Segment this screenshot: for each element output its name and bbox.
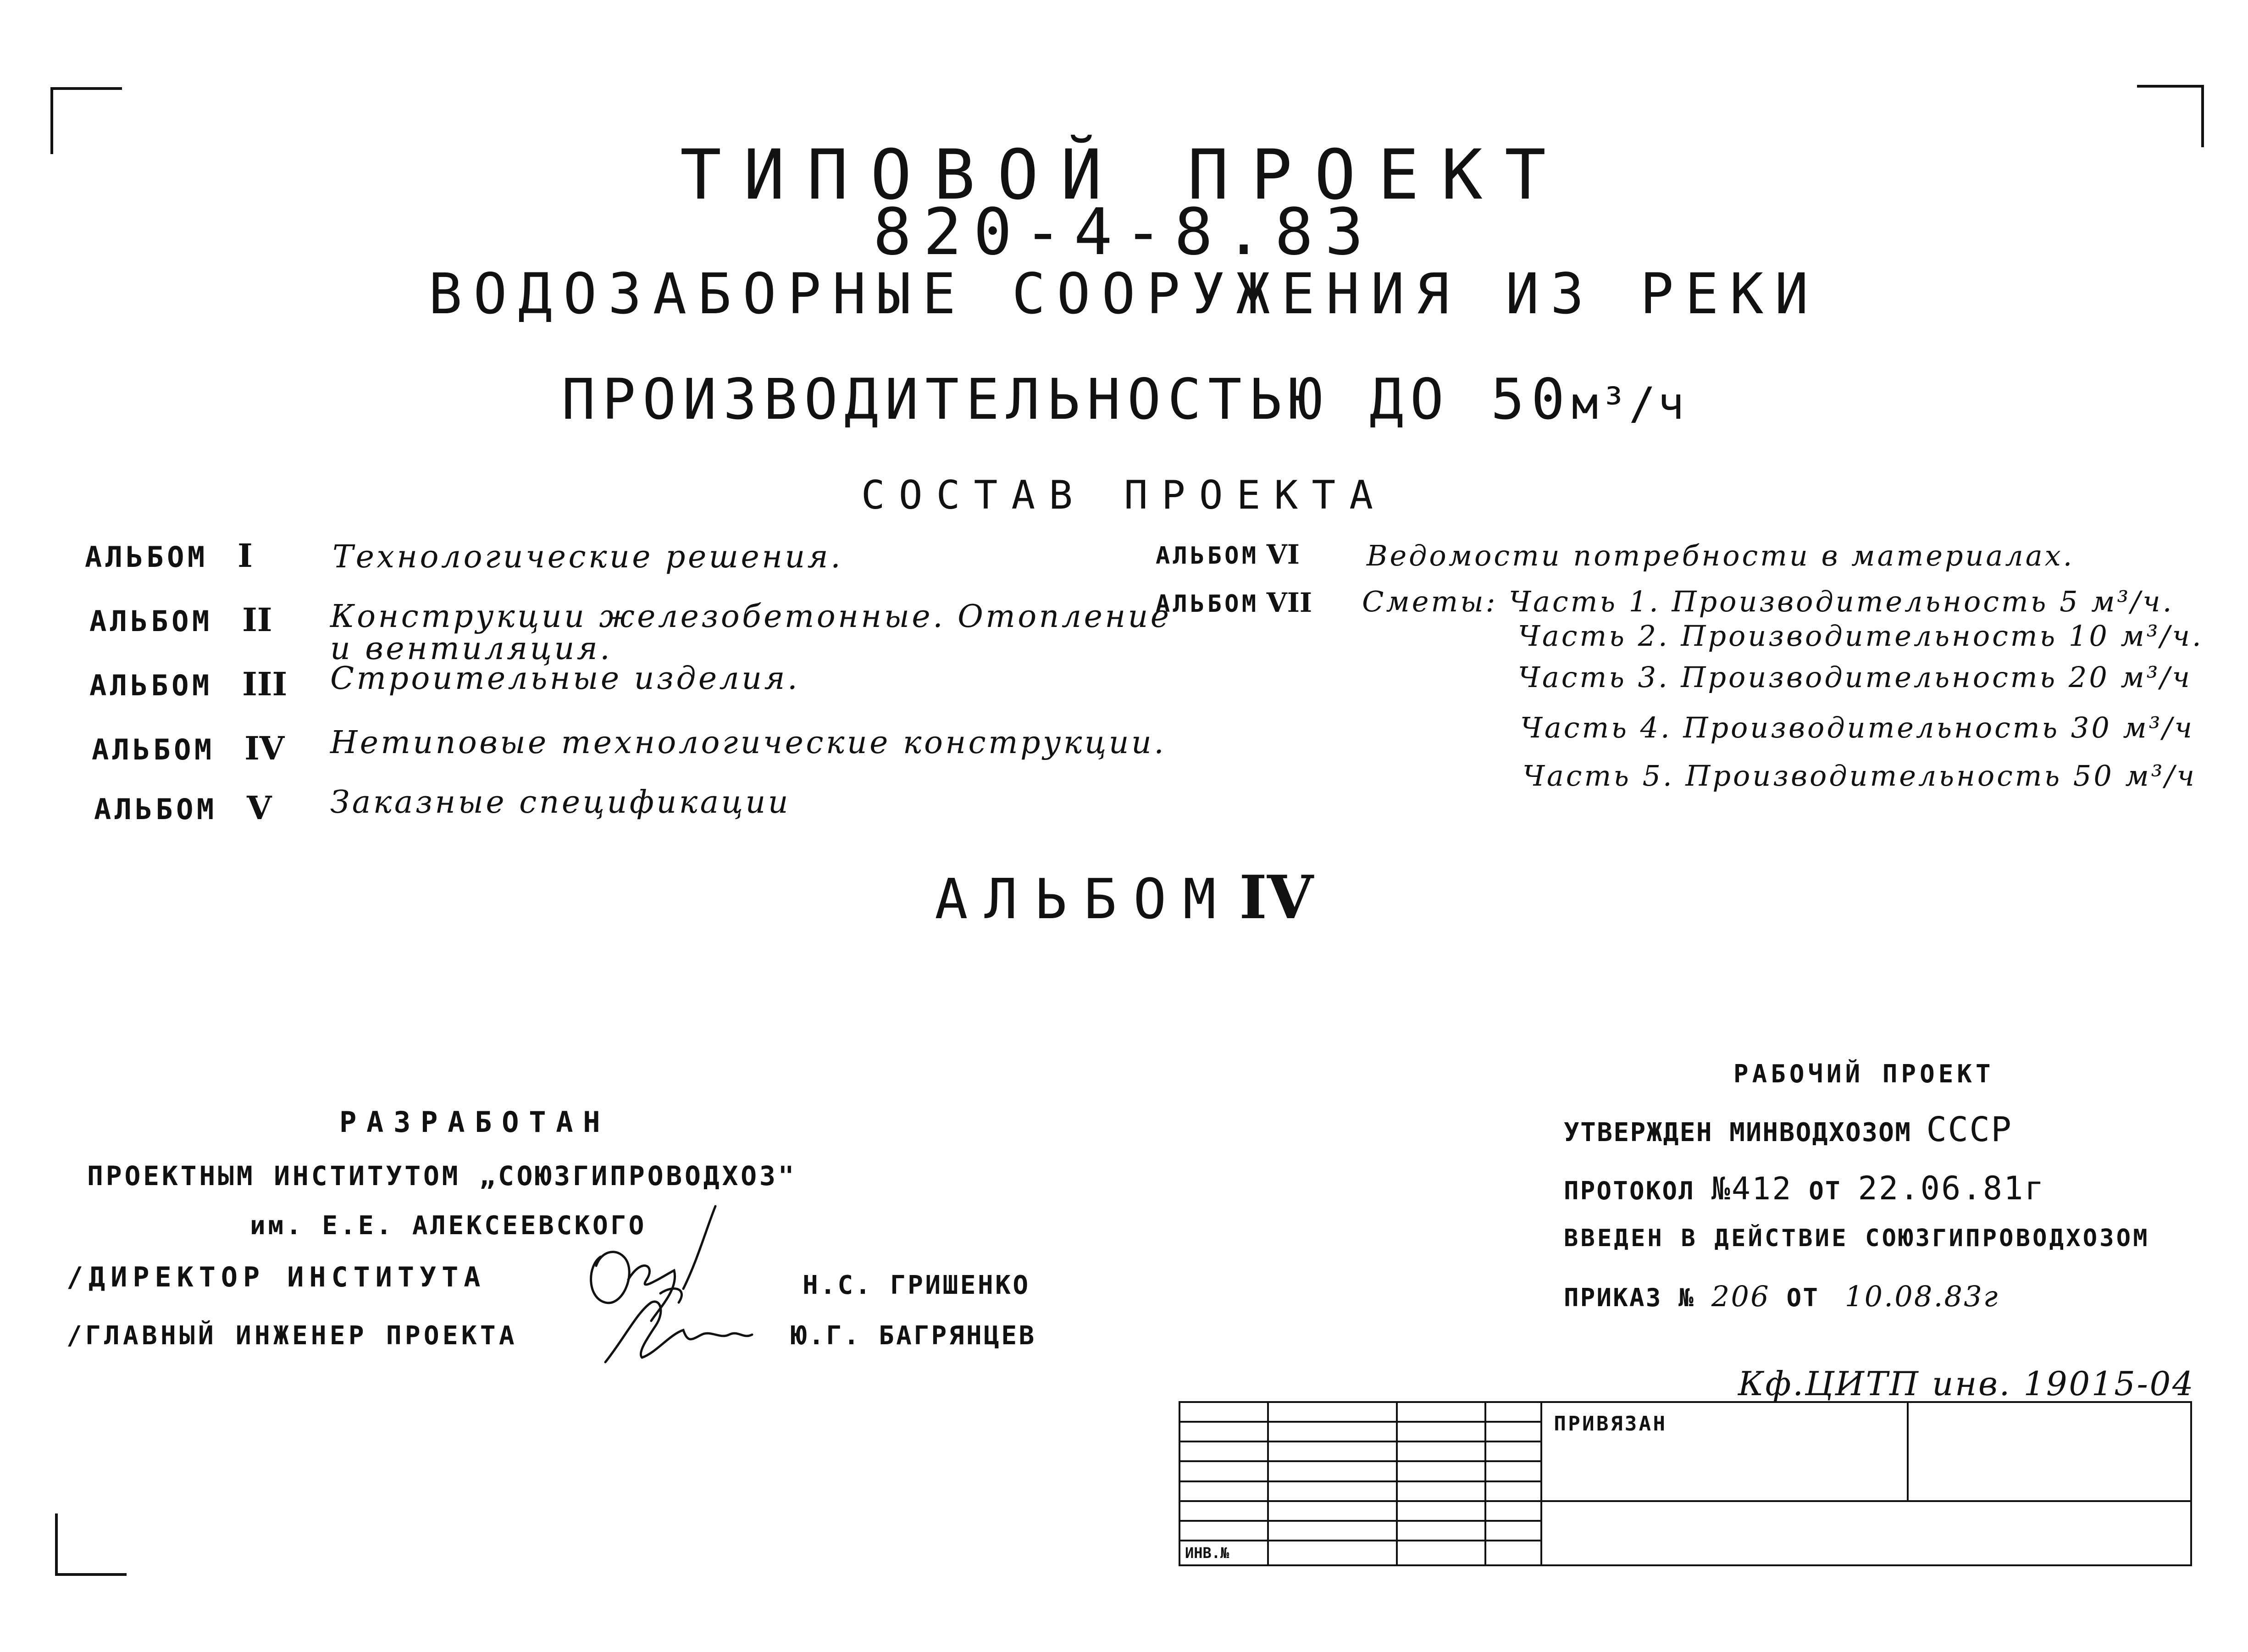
enacted-line: ВВЕДЕН В ДЕЙСТВИЕ СОЮЗГИПРОВОДХОЗОМ bbox=[1564, 1225, 2150, 1252]
developer-heading: РАЗРАБОТАН bbox=[339, 1105, 610, 1139]
album-description-cont: и вентиляция. bbox=[330, 631, 613, 667]
developer-institute: ПРОЕКТНЫМ ИНСТИТУТОМ „СОЮЗГИПРОВОДХОЗ" bbox=[87, 1160, 797, 1192]
lower-blank-cell bbox=[1541, 1501, 2191, 1565]
revision-cell bbox=[1485, 1501, 1542, 1521]
developer-named-after: им. Е.Е. АЛЕКСЕЕВСКОГО bbox=[250, 1211, 647, 1241]
bound-cell-right bbox=[1908, 1402, 2191, 1501]
album-description: Нетиповые технологические конструкции. bbox=[330, 725, 1167, 761]
album-label: АЛЬБОМ bbox=[89, 669, 213, 702]
revision-cell bbox=[1397, 1402, 1485, 1422]
approved-by-text: УТВЕРЖДЕН МИНВОДХОЗОМ bbox=[1564, 1118, 1912, 1148]
project-code: 820-4-8.83 bbox=[873, 195, 1375, 270]
title-line-1: ТИПОВОЙ ПРОЕКТ bbox=[680, 135, 1568, 215]
revision-cell bbox=[1397, 1481, 1485, 1501]
revision-cell bbox=[1179, 1501, 1268, 1521]
revision-cell bbox=[1397, 1541, 1485, 1565]
revision-cell bbox=[1268, 1521, 1397, 1541]
order-line bbox=[1564, 1280, 1999, 1313]
engineer-signature bbox=[596, 1284, 761, 1376]
album-number: III bbox=[242, 665, 288, 703]
album-row-4 bbox=[92, 729, 284, 780]
revision-cell bbox=[1485, 1441, 1542, 1461]
protocol-date: 22.06.81г bbox=[1858, 1170, 2045, 1207]
protocol-line bbox=[1564, 1170, 2045, 1207]
revision-cell bbox=[1268, 1441, 1397, 1461]
approved-by bbox=[1564, 1110, 2012, 1149]
approval-heading: РАБОЧИЙ ПРОЕКТ bbox=[1733, 1059, 1994, 1088]
revision-cell bbox=[1268, 1422, 1397, 1441]
revision-cell bbox=[1485, 1521, 1542, 1541]
revision-cell bbox=[1179, 1481, 1268, 1501]
revision-cell bbox=[1179, 1402, 1268, 1422]
album-label: АЛЬБОМ bbox=[89, 604, 213, 638]
album-label: АЛЬБОМ bbox=[1156, 542, 1259, 570]
revision-cell bbox=[1485, 1541, 1542, 1565]
album-label: АЛЬБОМ bbox=[1156, 590, 1259, 618]
current-album bbox=[0, 862, 2248, 932]
inventory-cell bbox=[1179, 1541, 1268, 1565]
album-label: АЛЬБОМ bbox=[92, 733, 215, 766]
archive-note: Кф.ЦИТП инв. 19015-04 bbox=[1738, 1364, 2195, 1403]
bound-label: ПРИВЯЗАН bbox=[1554, 1412, 1667, 1436]
revision-cell bbox=[1268, 1402, 1397, 1422]
revision-cell bbox=[1397, 1461, 1485, 1481]
album-description: Заказные спецификации bbox=[330, 784, 791, 820]
album-number: VII bbox=[1266, 587, 1312, 618]
current-album-label: АЛЬБОМ bbox=[935, 868, 1233, 931]
composition-heading: СОСТАВ ПРОЕКТА bbox=[861, 472, 1387, 518]
revision-cell bbox=[1179, 1521, 1268, 1541]
current-album-number: IV bbox=[1239, 862, 1313, 932]
title-block-table bbox=[1179, 1401, 2192, 1566]
revision-cell bbox=[1485, 1402, 1542, 1422]
album-description: Строительные изделия. bbox=[330, 660, 800, 697]
revision-cell bbox=[1179, 1441, 1268, 1461]
album-row-3 bbox=[89, 665, 287, 715]
album-row-6 bbox=[1156, 539, 1300, 589]
order-date: 10.08.83г bbox=[1844, 1280, 1999, 1313]
revision-cell bbox=[1179, 1461, 1268, 1481]
album-description: Ведомости потребности в материалах. bbox=[1367, 539, 2075, 572]
revision-cell bbox=[1485, 1461, 1542, 1481]
engineer-name: Ю.Г. БАГРЯНЦЕВ bbox=[791, 1321, 1036, 1351]
revision-cell bbox=[1179, 1422, 1268, 1441]
album-row-7 bbox=[1156, 587, 1312, 638]
revision-cell bbox=[1485, 1422, 1542, 1441]
estimate-part-3: Часть 3. Производительность 20 м³/ч bbox=[1518, 660, 2192, 694]
bound-cell bbox=[1541, 1402, 1908, 1501]
revision-cell bbox=[1268, 1501, 1397, 1521]
order-number: 206 bbox=[1711, 1280, 1770, 1313]
album-number: IV bbox=[244, 729, 285, 767]
director-role: /ДИРЕКТОР ИНСТИТУТА bbox=[66, 1261, 486, 1293]
album-row-5 bbox=[94, 789, 271, 839]
album-description: Конструкции железобетонные. Отопление bbox=[330, 599, 1172, 635]
inventory-label: ИНВ.№ bbox=[1185, 1544, 1229, 1562]
title-capacity: ПРОИЗВОДИТЕЛЬНОСТЬЮ ДО 50 bbox=[561, 367, 1572, 432]
estimate-part-5: Часть 5. Производительность 50 м³/ч bbox=[1523, 759, 2197, 793]
corner-mark-bottom-left bbox=[55, 1513, 127, 1576]
revision-cell bbox=[1268, 1541, 1397, 1565]
album-row-1 bbox=[85, 537, 253, 587]
album-description: Технологические решения. bbox=[332, 539, 843, 575]
estimate-part-2: Часть 2. Производительность 10 м³/ч. bbox=[1518, 619, 2204, 653]
engineer-role: /ГЛАВНЫЙ ИНЖЕНЕР ПРОЕКТА bbox=[66, 1321, 518, 1351]
album-number: VI bbox=[1266, 539, 1300, 570]
approved-by-org: СССР bbox=[1926, 1110, 2013, 1149]
album-label: АЛЬБОМ bbox=[94, 793, 217, 826]
album-label: АЛЬБОМ bbox=[85, 540, 208, 574]
revision-cell bbox=[1397, 1422, 1485, 1441]
album-row-2 bbox=[89, 601, 272, 651]
protocol-from: ОТ bbox=[1809, 1176, 1842, 1205]
title-line-3: ВОДОЗАБОРНЫЕ СООРУЖЕНИЯ ИЗ РЕКИ bbox=[428, 261, 1820, 327]
revision-cell bbox=[1397, 1501, 1485, 1521]
revision-cell bbox=[1268, 1481, 1397, 1501]
revision-cell bbox=[1268, 1461, 1397, 1481]
estimate-part-4: Часть 4. Производительность 30 м³/ч bbox=[1520, 711, 2194, 744]
revision-cell bbox=[1485, 1481, 1542, 1501]
revision-cell bbox=[1397, 1441, 1485, 1461]
protocol-number: №412 bbox=[1711, 1171, 1793, 1207]
album-number: I bbox=[238, 537, 253, 575]
title-capacity-unit: м³/ч bbox=[1571, 378, 1687, 429]
order-from: ОТ bbox=[1786, 1283, 1820, 1312]
album-number: V bbox=[247, 789, 272, 827]
revision-cell bbox=[1397, 1521, 1485, 1541]
director-name: Н.С. ГРИШЕНКО bbox=[803, 1270, 1030, 1300]
title-line-4 bbox=[0, 367, 2248, 432]
protocol-label: ПРОТОКОЛ bbox=[1564, 1176, 1695, 1205]
order-label: ПРИКАЗ № bbox=[1564, 1283, 1695, 1312]
album-number: II bbox=[242, 601, 272, 639]
album-description: Сметы: Часть 1. Производительность 5 м³/ч. bbox=[1362, 585, 2174, 618]
